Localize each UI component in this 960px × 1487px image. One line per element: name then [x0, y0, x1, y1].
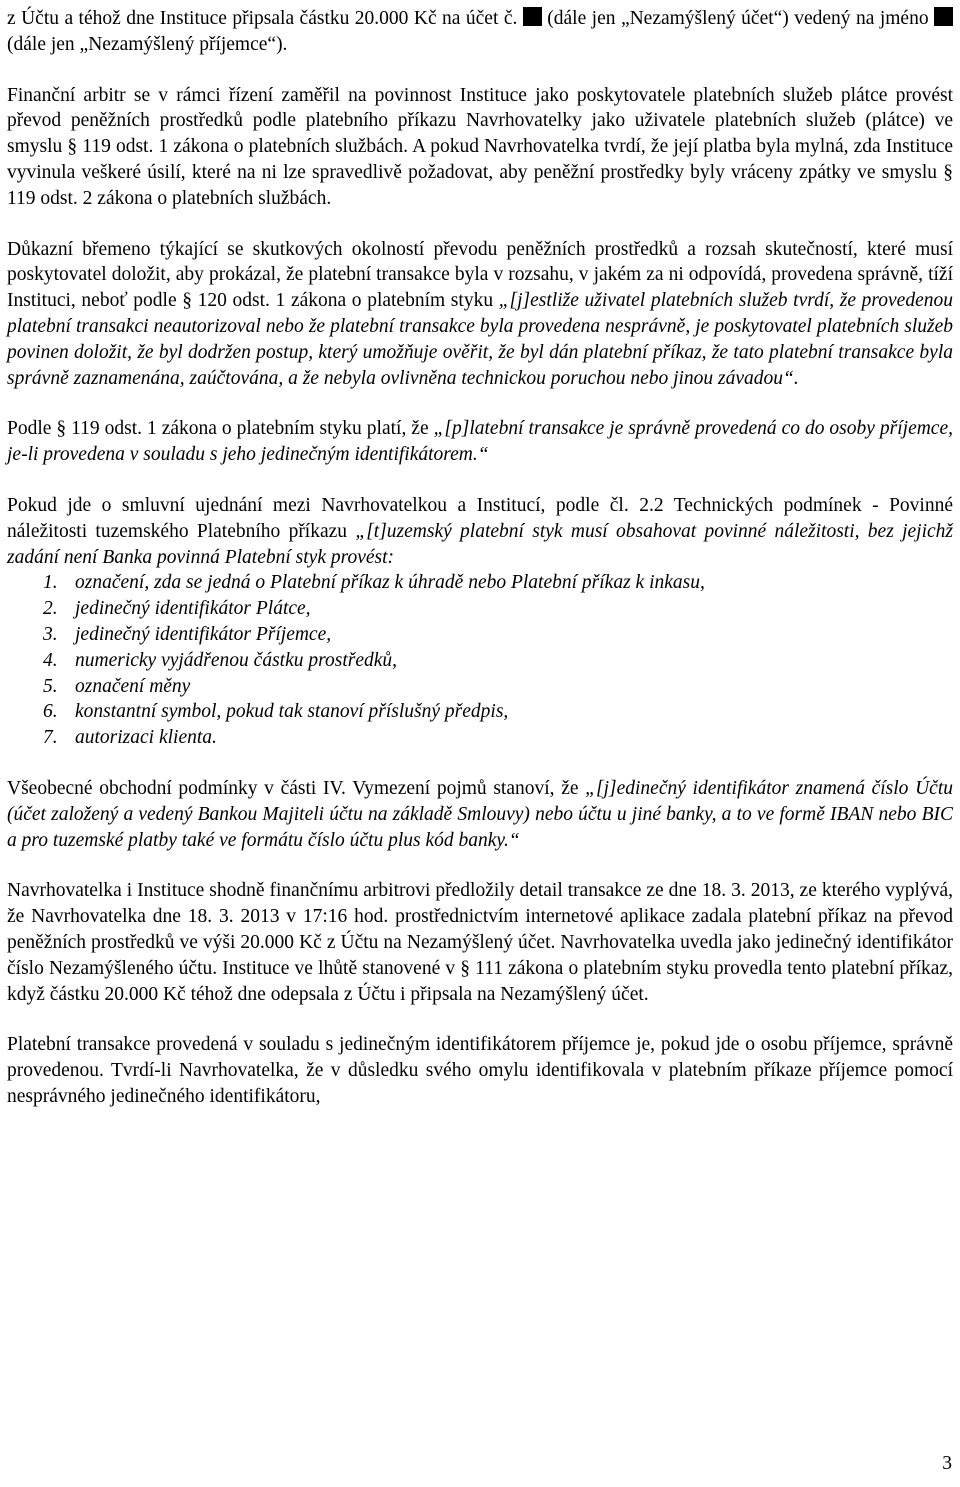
page-number: 3 [942, 1453, 952, 1474]
paragraph-conclusion: Platební transakce provedená v souladu s jedinečným identifikátorem příjemce je, pokud jde o osobu příjemce, správně provedenou. Tvrdí-li Navrhovatelka, že v důsledku svého omylu identifikovala v platebním příkaze příjemce pomocí nesprávného jedinečného identifikátoru, [7, 1034, 953, 1107]
burden-quote: „[j]estliže uživatel platebních služeb tvrdí, že provedenou platební transakci neautorizoval nebo že platební transakce byla provedena nesprávně, je poskytovatel platebních služeb povinen doložit, že byl dodržen postup, který umožňuje ověřit, že byl dán platební příkaz, že tato platební transakce byla správně zaznamenána, zaúčtována, a že nebyla ovlivněna technickou poruchou nebo jinou závadou“. [7, 290, 953, 389]
list-item [43, 596, 953, 622]
paragraph-arbitr-focus: Finanční arbitr se v rámci řízení zaměřil na povinnost Instituce jako poskytovatele platebních služeb plátce provést převod peněžních prostředků podle platebního příkazu Navrhovatelky jako uživatele platebních služeb (plátce) ve smyslu § 119 odst. 1 zákona o platebních službách. A pokud Navrhovatelka tvrdí, že její platba byla mylná, zda Instituce vyvinula veškeré úsilí, které na ni lze spravedlivě požadovat, aby peněžní prostředky byly vráceny zpátky ve smyslu § 119 odst. 2 zákona o platebních službách. [7, 84, 953, 209]
list-item-text: konstantní symbol, pokud tak stanoví příslušný předpis, [75, 701, 509, 723]
intro-text-c: (dále jen „Nezamýšlený příjemce“). [7, 33, 288, 55]
list-item-number: 2. [43, 598, 58, 620]
list-item-text: numericky vyjádřenou částku prostředků, [75, 649, 398, 671]
list-item [43, 674, 953, 700]
list-item [43, 725, 953, 751]
list-item-text: jedinečný identifikátor Plátce, [75, 598, 311, 620]
intro-text-b: (dále jen „Nezamýšlený účet“) vedený na jméno [547, 8, 929, 29]
intro-text-a: z Účtu a téhož dne Instituce připsala částku 20.000 Kč na účet č. [7, 8, 518, 29]
list-item-text: jedinečný identifikátor Příjemce, [75, 623, 332, 645]
section-119-text: Podle § 119 odst. 1 zákona o platebním styku platí, že [7, 418, 434, 440]
list-item-text: autorizaci klienta. [75, 727, 217, 749]
document-page [7, 6, 953, 1110]
terms-quote: „[j]edinečný identifikátor znamená číslo Účtu (účet založený a vedený Bankou Majiteli účtu na základě Smlouvy) nebo účtu u jiné banky, a to ve formě IBAN nebo BIC a pro tuzemské platby také ve formátu číslo účtu plus kód banky.“ [7, 777, 953, 851]
list-item [43, 648, 953, 674]
list-item-number: 1. [43, 572, 58, 594]
redacted-account-number [523, 7, 542, 26]
burden-text: Důkazní břemeno týkající se skutkových okolností převodu peněžních prostředků a rozsah skutečností, které musí poskytovatel doložit, aby prokázal, že platební transakce byla v rozsahu, v jakém za ni odpovídá, provedena správně, tíží Instituci, neboť podle § 120 odst. 1 zákona o platebním styku [7, 238, 953, 312]
list-item-number: 5. [43, 675, 58, 697]
paragraph-technical-conditions [7, 493, 953, 570]
paragraph-intro [7, 6, 953, 58]
list-item-text: označení, zda se jedná o Platební příkaz k úhradě nebo Platební příkaz k inkasu, [75, 572, 705, 594]
list-item-number: 4. [43, 649, 58, 671]
technical-conditions-text: Pokud jde o smluvní ujednání mezi Navrhovatelkou a Institucí, podle čl. 2.2 Technických podmínek - Povinné náležitosti tuzemského Platebního příkazu [7, 494, 953, 542]
paragraph-burden-of-proof [7, 237, 953, 392]
list-item [43, 570, 953, 596]
required-items-list [7, 570, 953, 751]
terms-text: Všeobecné obchodní podmínky v části IV. Vymezení pojmů stanoví, že [7, 777, 586, 799]
list-item-number: 3. [43, 623, 58, 645]
section-119-quote: „[p]latební transakce je správně provedená co do osoby příjemce, je-li provedena v souladu s jeho jedinečným identifikátorem.“ [7, 418, 953, 466]
paragraph-terms-definition [7, 776, 953, 853]
list-item-text: označení měny [75, 675, 191, 697]
list-item-number: 6. [43, 701, 58, 723]
list-item [43, 622, 953, 648]
paragraph-section-119 [7, 416, 953, 468]
technical-conditions-quote: „[t]uzemský platební styk musí obsahovat povinné náležitosti, bez jejichž zadání není Banka povinná Platební styk provést: [7, 520, 953, 568]
redacted-recipient-name [934, 7, 953, 26]
paragraph-transaction-detail: Navrhovatelka i Instituce shodně finančnímu arbitrovi předložily detail transakce ze dne 18. 3. 2013, ze kterého vyplývá, že Navrhovatelka dne 18. 3. 2013 v 17:16 hod. prostřednictvím internetové aplikace zadala platební příkaz na převod peněžních prostředků ve výši 20.000 Kč z Účtu na Nezamýšlený účet. Navrhovatelka uvedla jako jedinečný identifikátor číslo Nezamýšleného účtu. Instituce ve lhůtě stanovené v § 111 zákona o platebním styku provedla tento platební příkaz, když částku 20.000 Kč téhož dne odepsala z Účtu i připsala na Nezamýšlený účet. [7, 880, 953, 1005]
list-item [43, 699, 953, 725]
list-item-number: 7. [43, 727, 58, 749]
